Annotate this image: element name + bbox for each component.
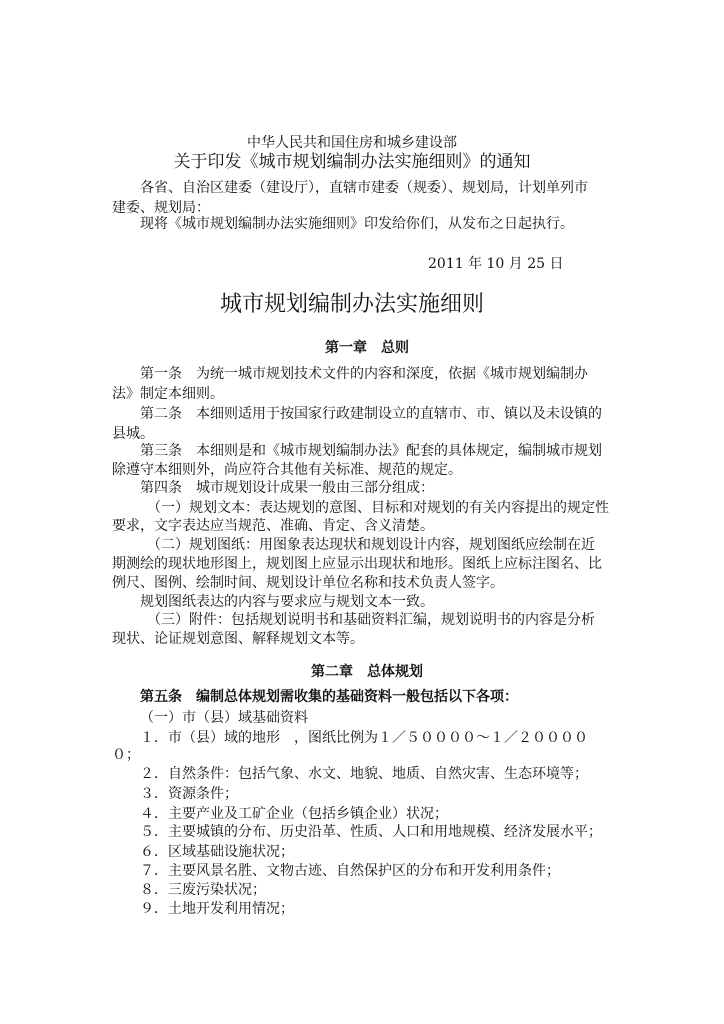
document-title: 城市规划编制办法实施细则 [219, 292, 484, 317]
list-item: ２．自然条件：包括气象、水文、地貌、地质、自然灾害、生态环境等； [140, 766, 588, 782]
paragraph-line: 第二条 本细则适用于按国家行政建制设立的直辖市、市、镇以及未设镇的 [140, 406, 602, 422]
list-item: ９．土地开发利用情况； [140, 901, 294, 917]
paragraph-line: （二）规划图纸：用图象表达现状和规划设计内容，规划图纸应绘制在近 [147, 537, 595, 553]
list-item: ８．三废污染状况； [140, 882, 266, 898]
list-item: ５．主要城镇的分布、历史沿革、性质、人口和用地规模、经济发展水平； [140, 824, 602, 840]
paragraph-line: 第三条 本细则是和《城市规划编制办法》配套的具体规定，编制城市规划 [140, 443, 602, 459]
paragraph-line: 例尺、图例、绘制时间、规划设计单位名称和技术负责人签字。 [112, 575, 504, 591]
addressee-line: 建委、规划局： [112, 200, 210, 216]
paragraph-line: （一）规划文本：表达规划的意图、目标和对规划的有关内容提出的规定性 [147, 500, 609, 516]
list-item: ３．资源条件； [140, 786, 238, 802]
paragraph-line: 期测绘的现状地形图上，规划图上应显示出现状和地形。图纸上应标注图名、比 [112, 556, 602, 572]
paragraph-line: 县城。 [112, 426, 154, 442]
paragraph-line: 第四条 城市规划设计成果一般由三部分组成： [140, 480, 434, 496]
paragraph-line: 要求，文字表达应当规范、准确、肯定、含义清楚。 [112, 518, 434, 534]
section-heading: （一）市（县）域基础资料 [140, 710, 308, 726]
paragraph-line: 现状、论证规划意图、解释规划文本等。 [112, 631, 364, 647]
addressee-line: 各省、自治区建委（建设厅），直辖市建委（规委）、规划局，计划单列市 [140, 180, 588, 196]
list-item: １．市（县）域的地形 ，图纸比例为１／５００００～１／２００００ [140, 730, 588, 746]
paragraph-line: 法》制定本细则。 [112, 386, 224, 402]
list-item: ７．主要风景名胜、文物古迹、自然保护区的分布和开发利用条件； [140, 863, 560, 879]
chapter-title: 第二章 总体规划 [311, 664, 423, 680]
paragraph-line: 第一条 为统一城市规划技术文件的内容和深度，依据《城市规划编制办 [140, 366, 588, 382]
chapter-title: 第一章 总则 [325, 340, 409, 356]
issuer: 中华人民共和国住房和城乡建设部 [247, 135, 457, 151]
paragraph-line: （三）附件：包括规划说明书和基础资料汇编，规划说明书的内容是分析 [147, 612, 595, 628]
notice-date: 2011 年 10 月 25 日 [428, 256, 564, 272]
list-item: ０； [112, 747, 140, 763]
paragraph-line: 规划图纸表达的内容与要求应与规划文本一致。 [140, 594, 434, 610]
list-item: ６．区域基础设施状况； [140, 844, 294, 860]
list-item: ４．主要产业及工矿企业（包括乡镇企业）状况； [140, 806, 448, 822]
notice-title: 关于印发《城市规划编制办法实施细则》的通知 [173, 152, 531, 172]
notice-body: 现将《城市规划编制办法实施细则》印发给你们，从发布之日起执行。 [140, 216, 574, 232]
article-heading: 第五条 编制总体规划需收集的基础资料一般包括以下各项： [140, 689, 518, 705]
paragraph-line: 除遵守本细则外，尚应符合其他有关标准、规范的规定。 [112, 462, 462, 478]
